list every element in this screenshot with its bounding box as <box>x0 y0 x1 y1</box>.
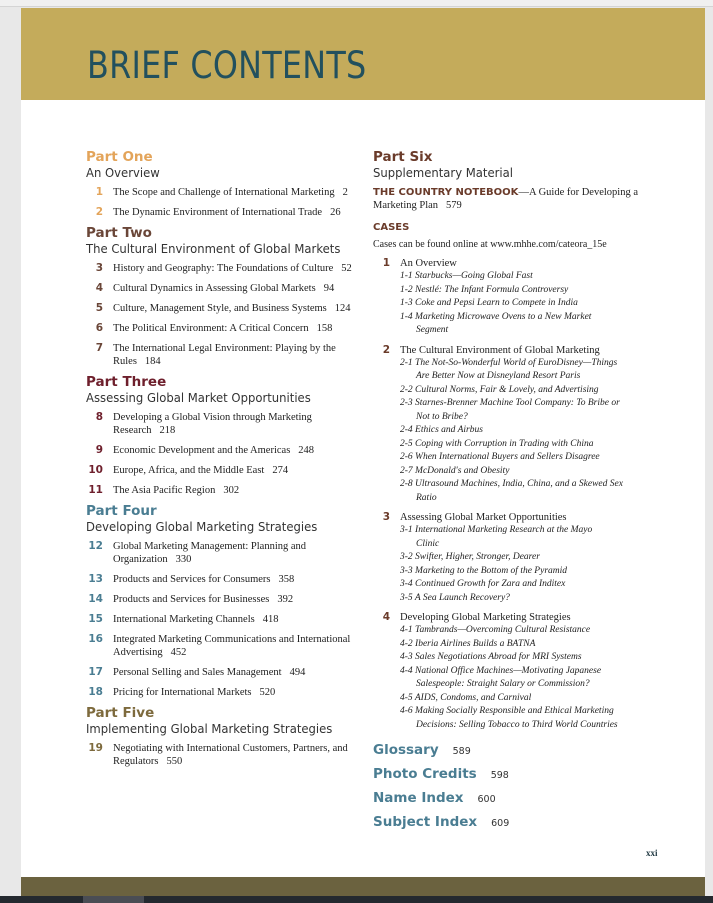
chapter-title: Negotiating with International Customers, Partners, and Regulators <box>113 743 348 767</box>
chapter-entry[interactable] <box>86 282 366 295</box>
back-matter-page: 589 <box>452 746 471 757</box>
case-item[interactable] <box>400 692 663 706</box>
chapter-number: 17 <box>88 666 103 678</box>
case-item[interactable] <box>400 384 663 398</box>
page-title: BRIEF CONTENTS <box>87 44 367 87</box>
case-title: 4-4 National Office Machines—Motivating Japanese <box>400 665 602 676</box>
chapter-entry[interactable] <box>86 302 366 315</box>
chapter-entry[interactable] <box>86 186 366 199</box>
case-title-continued: Decisions: Selling Tobacco to Third World Countries <box>416 719 618 730</box>
chapter-page: 218 <box>159 425 176 436</box>
case-group-heading[interactable] <box>373 344 663 357</box>
chapter-text <box>113 206 366 219</box>
case-title: 3-1 International Marketing Research at the Mayo <box>400 525 593 535</box>
case-title-continued: Salespeople: Straight Salary or Commission? <box>416 679 590 689</box>
case-group-heading[interactable] <box>373 611 663 624</box>
part-subtitle: Developing Global Marketing Strategies <box>86 519 318 534</box>
chapter-page: 52 <box>341 263 352 274</box>
case-title: 2-2 Cultural Norms, Fair & Lovely, and Advertising <box>400 384 599 395</box>
case-item[interactable] <box>400 297 663 311</box>
chapter-entry[interactable] <box>86 686 366 699</box>
chapter-page: 392 <box>277 594 294 605</box>
case-item[interactable] <box>400 665 663 692</box>
case-group-number: 3 <box>382 511 390 523</box>
case-title: 4-6 Making Socially Responsible and Ethical Marketing <box>400 706 614 716</box>
case-item[interactable] <box>400 438 663 452</box>
chapter-number: 4 <box>95 282 103 294</box>
chapter-text <box>113 262 366 275</box>
case-item[interactable] <box>400 424 663 438</box>
case-title: 2-3 Starnes-Brenner Machine Tool Company: To Bribe or <box>400 398 620 408</box>
chapter-number: 13 <box>88 573 103 585</box>
chapter-page: 94 <box>323 283 335 294</box>
viewer-top-bar <box>0 0 713 7</box>
chapter-number: 16 <box>88 633 103 645</box>
part-four <box>86 504 366 699</box>
case-title: 3-5 A Sea Launch Recovery? <box>400 592 510 603</box>
chapter-title: The Asia Pacific Region <box>113 485 216 496</box>
chapter-number: 7 <box>95 342 103 354</box>
case-item[interactable] <box>400 624 663 638</box>
case-item[interactable] <box>400 284 663 298</box>
part-five <box>86 706 366 768</box>
case-title: 1-4 Marketing Microwave Ovens to a New Market <box>400 311 592 322</box>
left-column <box>86 150 366 775</box>
case-item[interactable] <box>400 551 663 565</box>
case-title: 4-5 AIDS, Condoms, and Carnival <box>400 692 532 703</box>
back-matter-label: Photo Credits <box>373 766 477 782</box>
case-title-continued: Are Better Now at Disneyland Resort Paris <box>416 371 581 381</box>
chapter-text <box>113 593 366 606</box>
case-item[interactable] <box>400 478 663 505</box>
chapter-number: 14 <box>88 593 103 605</box>
chapter-number: 10 <box>88 464 103 476</box>
case-group-number: 4 <box>382 611 390 623</box>
chapter-title: The Scope and Challenge of International Marketing <box>113 187 335 198</box>
notebook-text: —A Guide for Developing a Marketing Plan <box>373 187 638 211</box>
chapter-text <box>113 411 366 437</box>
case-group <box>373 611 663 732</box>
chapter-entry[interactable] <box>86 411 366 437</box>
chapter-number: 1 <box>95 186 103 198</box>
part-subtitle: Supplementary Material <box>373 165 513 180</box>
case-title: 2-7 McDonald's and Obesity <box>400 465 510 476</box>
chapter-page: 418 <box>262 614 279 625</box>
chapter-number: 18 <box>88 686 103 698</box>
chapter-entry[interactable] <box>86 322 366 335</box>
case-title-continued: Not to Bribe? <box>416 411 468 422</box>
case-title: 3-4 Continued Growth for Zara and Inditex <box>400 579 566 589</box>
back-matter-label: Glossary <box>373 742 439 758</box>
chapter-title: The Dynamic Environment of International Trade <box>113 207 323 218</box>
case-groups <box>373 257 663 732</box>
chapter-title: Global Marketing Management: Planning and Organization <box>113 541 307 565</box>
page-folio: xxi <box>646 848 658 858</box>
case-group-heading[interactable] <box>373 257 663 270</box>
chapter-number: 2 <box>95 206 103 218</box>
chapter-title: The Political Environment: A Critical Concern <box>113 323 309 334</box>
case-group-title: The Cultural Environment of Global Marketing <box>400 344 600 356</box>
chapter-title: Cultural Dynamics in Assessing Global Markets <box>113 283 316 294</box>
case-title: 1-3 Coke and Pepsi Learn to Compete in India <box>400 298 578 308</box>
case-title-continued: Ratio <box>416 492 437 503</box>
case-item[interactable] <box>400 705 663 732</box>
case-item[interactable] <box>400 578 663 592</box>
chapter-title: Products and Services for Businesses <box>113 594 270 605</box>
case-title: 2-1 The Not-So-Wonderful World of EuroDisney—Things <box>400 357 618 368</box>
cases-note: Cases can be found online at www.mhhe.com/cateora_15e <box>373 239 607 250</box>
case-group-title: An Overview <box>400 258 457 269</box>
back-matter-label: Name Index <box>373 790 464 806</box>
case-title: 2-6 When International Buyers and Sellers Disagree <box>400 452 600 462</box>
case-item[interactable] <box>400 270 663 284</box>
chapter-text <box>113 686 366 699</box>
chapter-entry[interactable] <box>86 484 366 497</box>
chapter-page: 184 <box>144 356 161 367</box>
cases-heading: CASES <box>373 222 410 233</box>
chapter-entry[interactable] <box>86 206 366 219</box>
part-subtitle: Implementing Global Marketing Strategies <box>86 721 333 736</box>
chapter-entry[interactable] <box>86 444 366 457</box>
chapter-title: Developing a Global Vision through Marketing Research <box>113 412 312 436</box>
chapter-page: 302 <box>223 485 240 496</box>
case-item[interactable] <box>400 311 663 338</box>
case-title: 1-1 Starbucks—Going Global Fast <box>400 271 533 281</box>
chapter-page: 274 <box>272 465 289 476</box>
chapter-title: Culture, Management Style, and Business Systems <box>113 303 327 314</box>
chapter-page: 26 <box>330 207 341 218</box>
part-label: Part Five <box>86 705 155 721</box>
chapter-text <box>113 666 366 679</box>
part-three <box>86 375 366 497</box>
case-group-number: 2 <box>382 343 390 356</box>
chapter-entry[interactable] <box>86 742 366 768</box>
chapter-number: 15 <box>88 613 103 625</box>
chapter-page: 358 <box>278 574 295 585</box>
chapter-title: The International Legal Environment: Playing by the Rules <box>113 343 336 367</box>
chapter-title: Economic Development and the Americas <box>113 445 291 456</box>
chapter-title: History and Geography: The Foundations of Culture <box>113 263 334 274</box>
chapter-entry[interactable] <box>86 342 366 368</box>
case-title: 1-2 Nestlé: The Infant Formula Controversy <box>400 284 569 295</box>
part-two <box>86 226 366 368</box>
chapter-title: Products and Services for Consumers <box>113 574 271 585</box>
footer-band <box>21 877 705 897</box>
case-title: 3-3 Marketing to the Bottom of the Pyramid <box>400 565 568 576</box>
chapter-page: 124 <box>334 303 351 314</box>
chapter-title: Integrated Marketing Communications and International Advertising <box>113 634 351 658</box>
case-title: 2-4 Ethics and Airbus <box>400 425 483 435</box>
chapter-text <box>113 464 366 477</box>
chapter-entry[interactable] <box>86 464 366 477</box>
header-band <box>21 8 705 100</box>
case-group <box>373 511 663 605</box>
case-group-number: 1 <box>382 257 390 269</box>
chapter-number: 11 <box>88 484 103 496</box>
back-matter-entry[interactable] <box>373 812 663 832</box>
case-group-heading[interactable] <box>373 511 663 524</box>
chapter-title: Europe, Africa, and the Middle East <box>113 465 265 476</box>
chapter-title: Personal Selling and Sales Management <box>113 667 282 678</box>
chapter-text <box>113 322 366 335</box>
part-label: Part Six <box>373 149 433 165</box>
chapter-text <box>113 573 366 586</box>
case-title: 4-3 Sales Negotiations Abroad for MRI Systems <box>400 652 582 662</box>
part-one <box>86 150 366 219</box>
case-item[interactable] <box>400 451 663 465</box>
case-group-title: Assessing Global Market Opportunities <box>400 512 567 523</box>
chapter-number: 19 <box>88 742 103 754</box>
case-item[interactable] <box>400 651 663 665</box>
case-title-continued: Segment <box>416 325 449 335</box>
back-matter-entry[interactable] <box>373 788 663 808</box>
chapter-text <box>113 444 366 457</box>
part-label: Part Three <box>86 374 167 390</box>
chapter-page: 520 <box>259 687 276 698</box>
part-label: Part Two <box>86 225 152 241</box>
case-item[interactable] <box>400 357 663 384</box>
case-group <box>373 344 663 506</box>
chapter-number: 9 <box>95 444 103 456</box>
chapter-text <box>113 633 366 659</box>
chapter-number: 6 <box>95 322 103 334</box>
part-subtitle: Assessing Global Market Opportunities <box>86 390 311 405</box>
chapter-page: 330 <box>175 554 192 565</box>
back-matter-label: Subject Index <box>373 814 478 830</box>
chapter-title: Pricing for International Markets <box>113 687 252 698</box>
back-matter-page: 598 <box>490 770 509 781</box>
notebook-page: 579 <box>446 200 462 211</box>
case-title: 4-2 Iberia Airlines Builds a BATNA <box>400 638 536 649</box>
chapter-entry[interactable] <box>86 573 366 586</box>
chapter-page: 452 <box>170 647 187 658</box>
chapter-entry[interactable] <box>86 593 366 606</box>
chapter-entry[interactable] <box>86 666 366 679</box>
chapter-number: 3 <box>95 262 103 274</box>
part-six <box>373 150 663 180</box>
chapter-number: 8 <box>95 411 103 423</box>
chapter-number: 5 <box>95 302 103 314</box>
country-notebook-entry[interactable] <box>373 186 663 212</box>
taskbar <box>0 896 713 903</box>
case-item[interactable] <box>400 565 663 579</box>
back-matter-page: 600 <box>477 794 496 805</box>
case-item[interactable] <box>400 524 663 551</box>
case-group-title: Developing Global Marketing Strategies <box>400 612 571 623</box>
part-label: Part One <box>86 149 153 165</box>
back-matter-entry[interactable] <box>373 764 663 784</box>
case-title: 4-1 Tambrands—Overcoming Cultural Resistance <box>400 625 591 635</box>
taskbar-item[interactable] <box>83 896 144 903</box>
right-column <box>373 150 663 836</box>
chapter-page: 158 <box>316 323 333 334</box>
chapter-number: 12 <box>88 540 103 552</box>
back-matter-page: 609 <box>491 818 510 829</box>
notebook-heading: THE COUNTRY NOTEBOOK <box>373 187 519 198</box>
chapter-text <box>113 484 366 497</box>
chapter-text <box>113 302 366 315</box>
chapter-text <box>113 342 366 368</box>
chapter-entry[interactable] <box>86 613 366 626</box>
case-item[interactable] <box>400 465 663 479</box>
case-title: 2-8 Ultrasound Machines, India, China, and a Skewed Sex <box>400 479 623 489</box>
chapter-entry[interactable] <box>86 540 366 566</box>
chapter-text <box>113 186 366 199</box>
chapter-entry[interactable] <box>86 633 366 659</box>
chapter-page: 494 <box>289 667 306 678</box>
chapter-entry[interactable] <box>86 262 366 275</box>
case-group <box>373 257 663 338</box>
case-item[interactable] <box>400 638 663 652</box>
chapter-page: 2 <box>342 187 348 198</box>
case-title: 3-2 Swifter, Higher, Stronger, Dearer <box>400 552 540 562</box>
chapter-text <box>113 282 366 295</box>
chapter-text <box>113 613 366 626</box>
case-item[interactable] <box>400 397 663 424</box>
case-item[interactable] <box>400 592 663 606</box>
back-matter <box>373 740 663 832</box>
chapter-page: 248 <box>298 445 315 456</box>
case-title-continued: Clinic <box>416 538 440 549</box>
chapter-page: 550 <box>166 756 183 767</box>
back-matter-entry[interactable] <box>373 740 663 760</box>
part-label: Part Four <box>86 503 157 519</box>
part-subtitle: The Cultural Environment of Global Markets <box>86 241 341 256</box>
chapter-text <box>113 742 366 768</box>
chapter-text <box>113 540 366 566</box>
part-subtitle: An Overview <box>86 165 160 180</box>
chapter-title: International Marketing Channels <box>113 614 255 625</box>
case-title: 2-5 Coping with Corruption in Trading with China <box>400 438 594 449</box>
